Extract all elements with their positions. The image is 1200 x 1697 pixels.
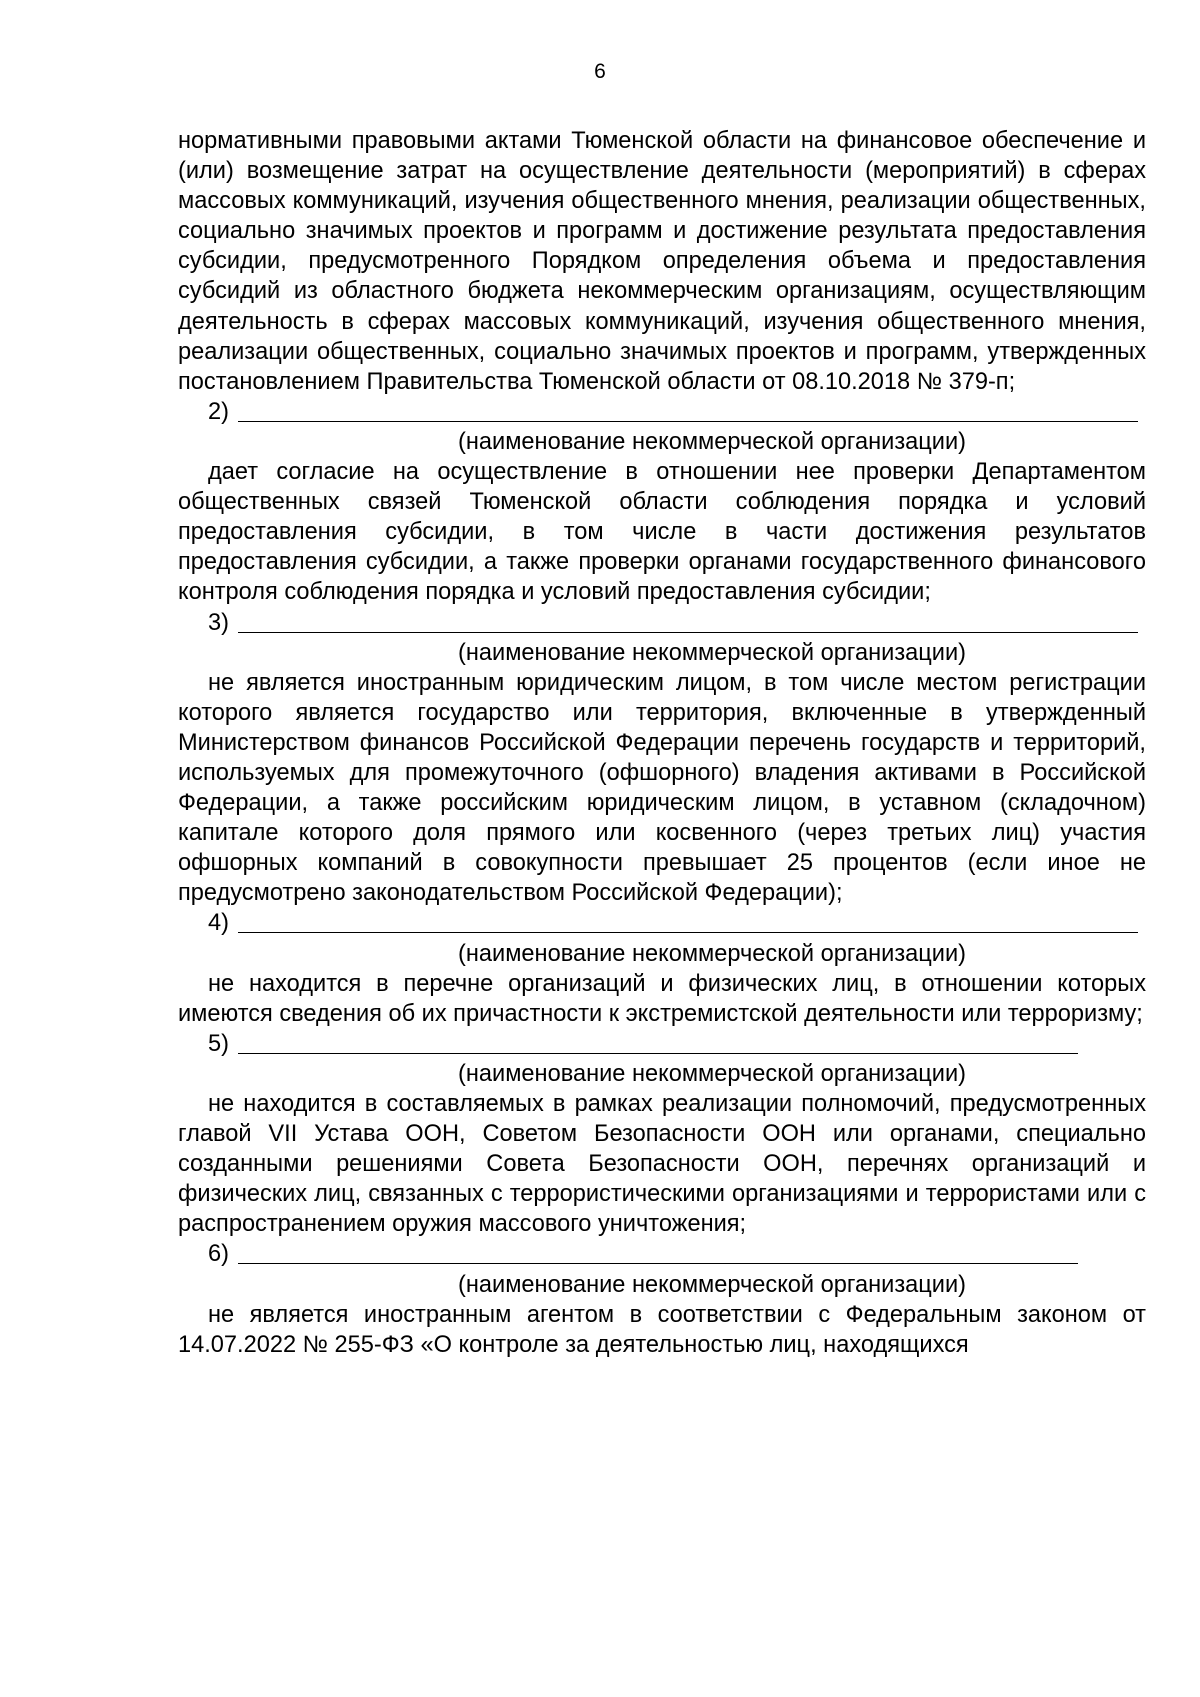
blank-underline <box>238 1053 1078 1054</box>
item-blank-line <box>178 397 1146 427</box>
item-text: не является иностранным юридическим лицом, в том числе местом регистрации которого является государство или территория, включенные в утвержденный Министерством финансов Российской Федерации перечень государств и территорий, используемых для промежуточного (офшорного) владения активами в Российской Федерации, а также российским юридическим лицом, в уставном (складочном) капитале которого доля прямого или косвенного (через третьих лиц) участия офшорных компаний в совокупности превышает 25 процентов (если иное не предусмотрено законодательством Российской Федерации); <box>178 669 1146 907</box>
item-blank-line <box>178 1239 1146 1269</box>
intro-paragraph: нормативными правовыми актами Тюменской области на финансовое обеспечение и (или) возмещение затрат на осуществление деятельности (мероприятий) в сферах массовых коммуникаций, изучения общественного мнения, реализации общественных, социально значимых проектов и программ и достижение результата предоставления субсидии, предусмотренного Порядком определения объема и предоставления субсидий из областного бюджета некоммерческим организациям, осуществляющим деятельность в сферах массовых коммуникаций, изучения общественного мнения, реализации общественных, социально значимых проектов и программ, утвержденных постановлением Правительства Тюменской области от 08.10.2018 № 379-п; <box>178 128 1146 395</box>
item-blank-line <box>178 1029 1146 1059</box>
item-caption: (наименование некоммерческой организации) <box>458 428 966 455</box>
blank-underline <box>238 632 1138 633</box>
page-number: 6 <box>594 60 606 83</box>
item-number: 4) <box>208 910 229 937</box>
item-caption: (наименование некоммерческой организации) <box>458 639 966 666</box>
item-text: не является иностранным агентом в соответствии с Федеральным законом от 14.07.2022 № 255-ФЗ «О контроле за деятельностью лиц, находящихся <box>178 1301 1146 1358</box>
list-item <box>178 908 1146 1028</box>
list-item <box>178 1029 1146 1240</box>
blank-underline <box>238 421 1138 422</box>
item-caption: (наименование некоммерческой организации) <box>458 1271 966 1298</box>
item-number: 5) <box>208 1030 229 1057</box>
item-text: не находится в перечне организаций и физических лиц, в отношении которых имеются сведения об их причастности к экстремистской деятельности или терроризму; <box>178 970 1146 1027</box>
item-blank-line <box>178 608 1146 638</box>
list-item <box>178 1239 1146 1359</box>
list-item <box>178 397 1146 608</box>
item-number: 6) <box>208 1241 229 1268</box>
item-text: не находится в составляемых в рамках реализации полномочий, предусмотренных главой VII Устава ООН, Советом Безопасности ООН или органами, специально созданными решениями Совета Безопасности ООН, перечнях организаций и физических лиц, связанных с террористическими организациями и террористами или с распространением оружия массового уничтожения; <box>178 1091 1146 1238</box>
item-text: дает согласие на осуществление в отношении нее проверки Департаментом общественных связей Тюменской области соблюдения порядка и условий предоставления субсидии, в том числе в части достижения результатов предоставления субсидии, а также проверки органами государственного финансового контроля соблюдения порядка и условий предоставления субсидии; <box>178 459 1146 606</box>
item-blank-line <box>178 908 1146 938</box>
blank-underline <box>238 932 1138 933</box>
item-caption: (наименование некоммерческой организации) <box>458 1060 966 1087</box>
blank-underline <box>238 1263 1078 1264</box>
item-number: 3) <box>208 609 229 636</box>
item-number: 2) <box>208 398 229 425</box>
list-item <box>178 608 1146 909</box>
item-caption: (наименование некоммерческой организации) <box>458 940 966 967</box>
document-body <box>178 126 1146 1360</box>
